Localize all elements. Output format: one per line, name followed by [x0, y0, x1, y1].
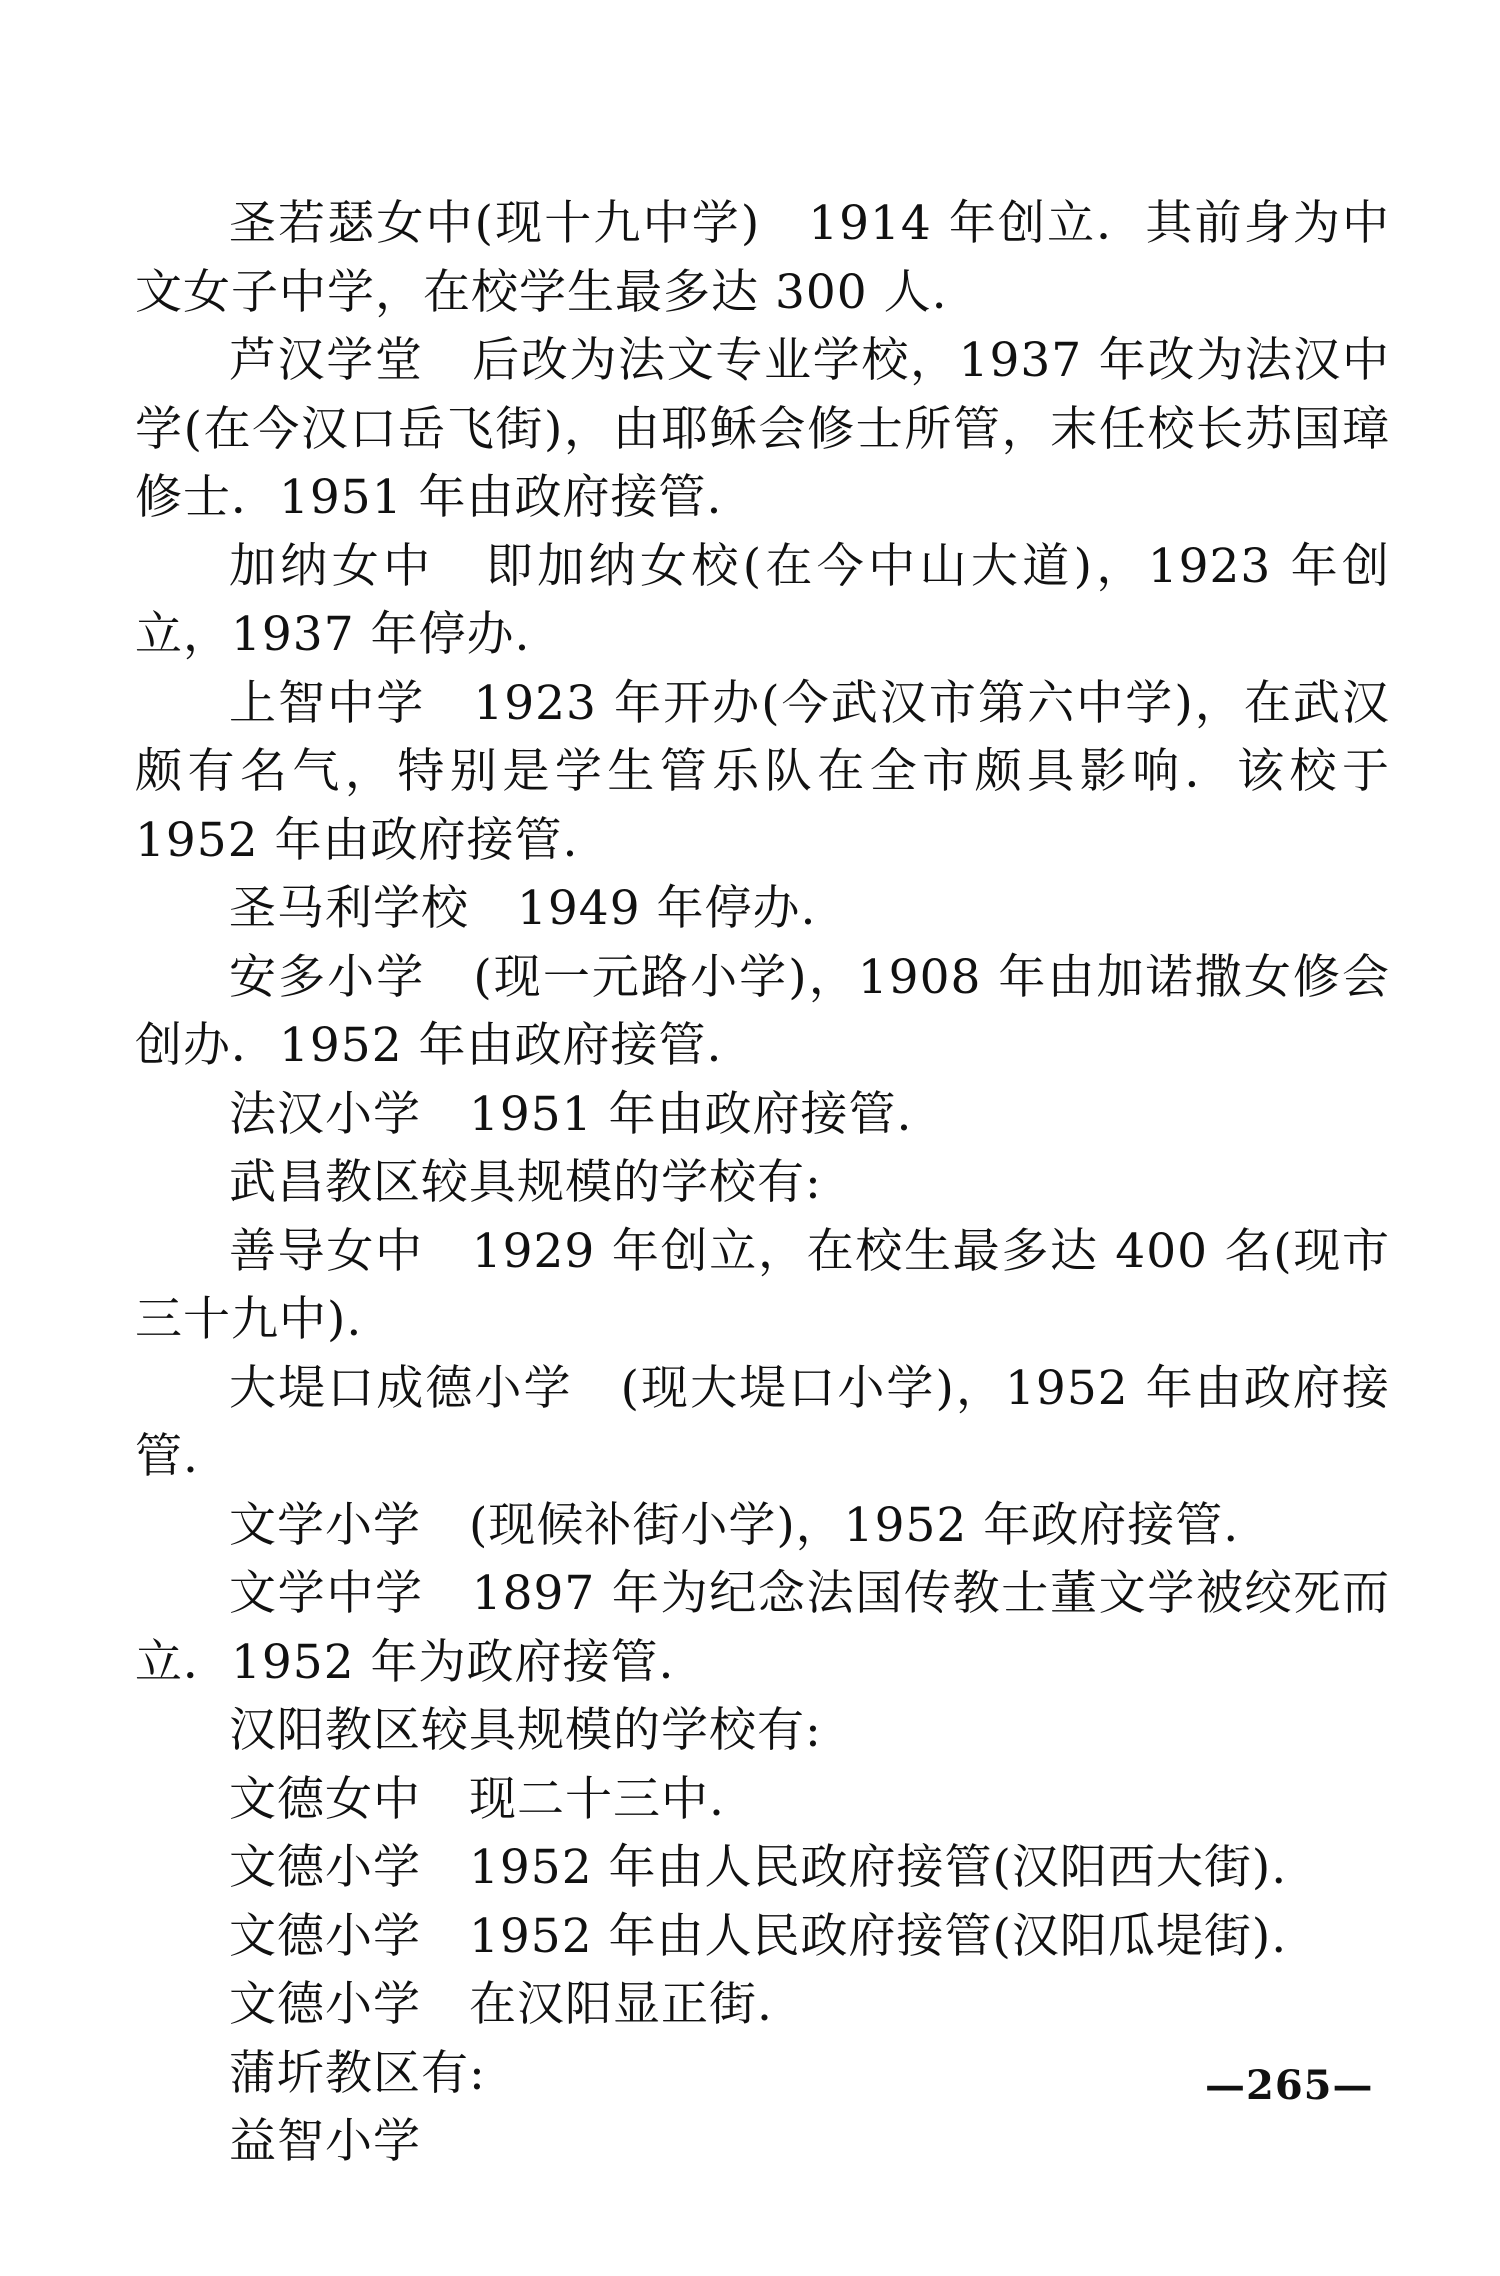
school-description: 在汉阳显正街. — [469, 1977, 773, 2032]
para-shengmali-xuexiao — [135, 875, 1390, 944]
para-wende-xiaoxue-1 — [135, 1834, 1390, 1903]
school-description: 即加纳女校(在今中山大道)，1923 年创立，1937 年停办. — [135, 538, 1390, 662]
para-yizhi-xiaoxue — [135, 2108, 1390, 2177]
para-shangzhi-zhongxue — [135, 670, 1390, 876]
para-datikou-chengde — [135, 1355, 1390, 1492]
school-name: 文德女中 — [229, 1771, 421, 1827]
school-name: 上智中学 — [229, 675, 426, 731]
school-description: 1923 年开办(今武汉市第六中学)，在武汉颇有名气，特别是学生管乐队在全市颇具影响．该校于 1952 年由政府接管. — [135, 675, 1390, 868]
school-name: 文德小学 — [229, 1908, 421, 1964]
school-description: 1951 年由政府接管. — [469, 1086, 913, 1142]
school-name: 圣若瑟女中(现十九中学) — [229, 196, 761, 251]
para-wende-xiaoxue-3 — [135, 1971, 1390, 2040]
school-name: 益智小学 — [229, 2114, 421, 2169]
page-number: —265— — [1205, 2062, 1374, 2109]
school-name: 大堤口成德小学 — [229, 1360, 573, 1416]
para-luhan-xuetang — [135, 327, 1390, 533]
para-puqi-heading — [135, 2040, 1390, 2109]
school-name: 法汉小学 — [229, 1086, 421, 1142]
school-name: 文德小学 — [229, 1840, 421, 1895]
para-fahan-xiaoxue — [135, 1081, 1390, 1150]
school-description: 1929 年创立，在校生最多达 400 名(现市三十九中). — [135, 1223, 1390, 1347]
para-jiana-nvzhong — [135, 533, 1390, 670]
school-name: 安多小学 — [229, 949, 426, 1005]
school-name: 圣马利学校 — [229, 881, 469, 936]
school-description: 1897 年为纪念法国传教士董文学被绞死而立．1952 年为政府接管. — [135, 1566, 1390, 1690]
school-name: 文学中学 — [229, 1566, 424, 1621]
section-intro: 武昌教区较具规模的学校有: — [229, 1155, 822, 1210]
school-name: 加纳女中 — [229, 538, 435, 594]
para-wenxue-xiaoxue — [135, 1492, 1390, 1561]
school-name: 文德小学 — [229, 1977, 421, 2032]
para-wuchang-heading — [135, 1149, 1390, 1218]
school-description: 1952 年由人民政府接管(汉阳瓜堤街). — [469, 1908, 1288, 1964]
school-description: 1949 年停办. — [517, 881, 817, 936]
school-description: 后改为法文专业学校，1937 年改为法汉中学(在今汉口岳飞街)，由耶稣会修士所管，末任校长苏国璋修士．1951 年由政府接管. — [135, 333, 1390, 525]
school-description: 1914 年创立．其前身为中文女子中学，在校学生最多达 300 人. — [135, 196, 1390, 320]
section-intro: 汉阳教区较具规模的学校有: — [229, 1703, 822, 1758]
school-name: 芦汉学堂 — [229, 333, 424, 388]
para-wende-nvzhong — [135, 1766, 1390, 1835]
school-description: 现二十三中. — [469, 1771, 725, 1827]
school-description: (现大堤口小学)，1952 年由政府接管. — [135, 1360, 1390, 1484]
school-description: (现一元路小学)，1908 年由加诺撒女修会创办．1952 年由政府接管. — [135, 949, 1390, 1073]
para-shandao-nvzhong — [135, 1218, 1390, 1355]
para-shengruose — [135, 190, 1390, 327]
school-description: (现候补街小学)，1952 年政府接管. — [469, 1497, 1240, 1553]
para-anduo-xiaoxue — [135, 944, 1390, 1081]
para-wende-xiaoxue-2 — [135, 1903, 1390, 1972]
school-description: 1952 年由人民政府接管(汉阳西大街). — [469, 1840, 1288, 1895]
section-intro: 蒲圻教区有: — [229, 2045, 486, 2101]
page-body-text — [135, 190, 1390, 2177]
para-wenxue-zhongxue — [135, 1560, 1390, 1697]
school-name: 善导女中 — [229, 1223, 424, 1279]
school-name: 文学小学 — [229, 1497, 421, 1553]
para-hanyang-heading — [135, 1697, 1390, 1766]
